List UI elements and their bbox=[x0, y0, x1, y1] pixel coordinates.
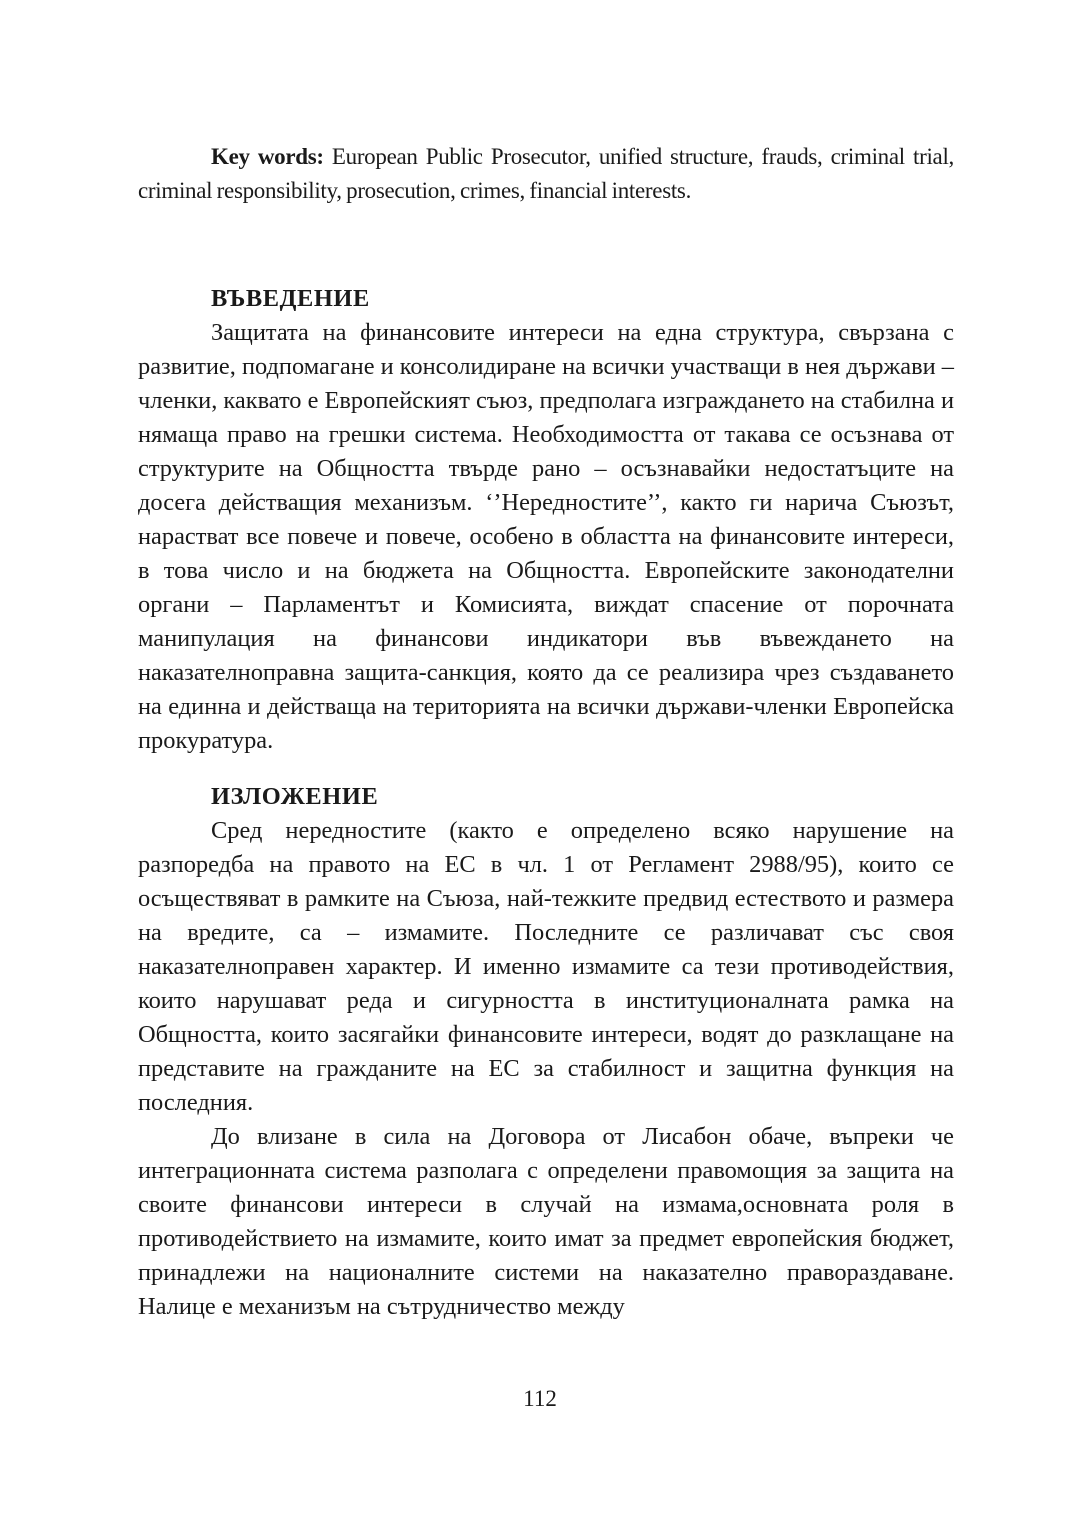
introduction-paragraph: Защитата на финансовите интереси на една структура, свързана с развитие, подпомагане и консолидиране на всички участващи в нея държави – членки, каквато е Европейският съюз, предполага изграждането на стабилна и нямаща право на грешки система. Необходимостта от такава се осъзнава от структурите на Общността твърде рано – осъзнавайки недостатъците на досега действащия механизъм. ‘’Нередностите’’, както ги нарича Съюзът, нарастват все повече и повече, особено в областта на финансовите интереси, в това число и на бюджета на Общността. Европейските законодателни органи – Парламентът и Комисията, виждат спасение от порочната манипулация на финансови индикатори във въвеждането на наказателноправна защита-санкция, която да се реализира чрез създаването на единна и действаща на територията на всички държави-членки Европейска прокуратура. bbox=[138, 319, 955, 754]
introduction-heading: ВЪВЕДЕНИЕ bbox=[211, 285, 370, 312]
keywords-text: European Public Prosecutor, unified structure, frauds, criminal trial, criminal responsibility, prosecution, crimes, financial interests. bbox=[138, 144, 954, 203]
keywords-paragraph bbox=[138, 140, 954, 208]
keywords-label: Key words: bbox=[211, 144, 324, 169]
exposition-heading: ИЗЛОЖЕНИЕ bbox=[211, 783, 379, 810]
document-body bbox=[138, 140, 954, 1324]
exposition-paragraph-1: Сред нередностите (както е определено всяко нарушение на разпоредба на правото на ЕС в чл. 1 от Регламент 2988/95), които се осъществяват в рамките на Съюза, най-тежките предвид естеството и размера на вредите, са – измамите. Последните се различават със своя наказателноправен характер. И именно измамите са тези противодействия, които нарушават реда и сигурността в институционалната рамка на Общността, които засягайки финансовите интереси, водят до разклащане на представите на гражданите на ЕС за стабилност и защитна функция на последния. bbox=[138, 817, 954, 1116]
exposition-paragraph-2: До влизане в сила на Договора от Лисабон обаче, въпреки че интеграционната система разполага с определени правомощия за защита на своите финансови интереси в случай на измама,основната роля в противодействието на измамите, които имат за предмет европейския бюджет, принадлежи на националните системи на наказателно правораздаване. Налице е механизъм на сътрудничество между bbox=[138, 1123, 954, 1320]
page-number: 112 bbox=[523, 1386, 557, 1411]
